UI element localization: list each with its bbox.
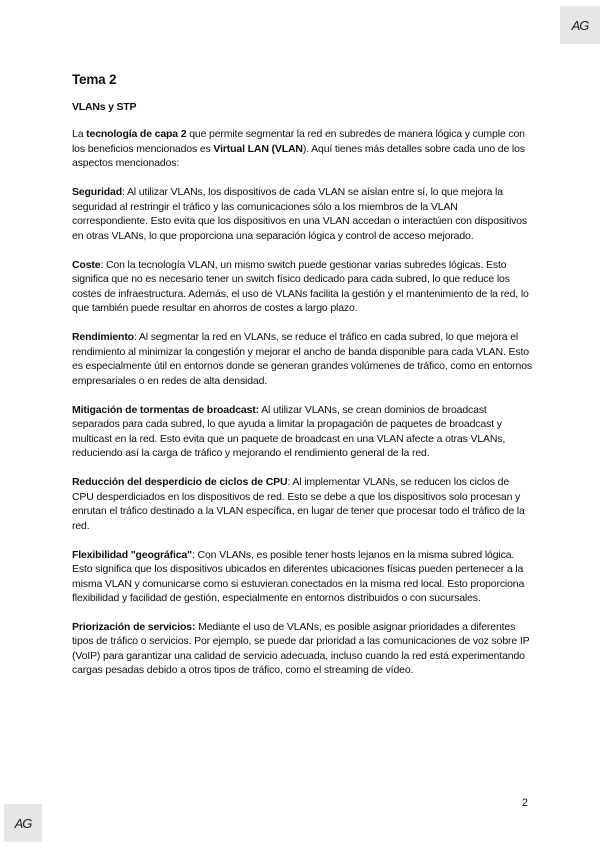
logo-text: AG (14, 815, 32, 831)
section-heading: Priorización de servicios: (72, 620, 196, 633)
section-text: : Con la tecnología VLAN, un mismo switch puede gestionar varias subredes lógicas. Esto significa que no es necesario tener un switch físico dedicado para cada subred, lo que reduce los costes de infraestructura. Además, el uso de VLANs facilita la gestión y el mantenimiento de la red, lo que también puede resultar en ahorros de costes a largo plazo. (72, 258, 529, 314)
section-broadcast (72, 403, 532, 461)
section-priority (72, 620, 532, 678)
section-heading: Rendimiento (72, 331, 134, 343)
intro-paragraph (72, 127, 532, 171)
section-heading: Coste (72, 258, 101, 271)
intro-bold: tecnología de capa 2 (86, 128, 187, 140)
intro-text: que permite segmentar la red en subredes de manera lógica y cumple con los beneficios mencionados es (72, 128, 525, 155)
page-number: 2 (521, 797, 528, 809)
section-performance (72, 330, 532, 388)
section-heading: Flexibilidad "geográfica" (72, 548, 192, 561)
ag-logo (4, 804, 42, 842)
section-heading: Reducción del desperdicio de ciclos de CPU (72, 476, 288, 488)
document-page (72, 72, 532, 692)
intro-bold: Virtual LAN (VLAN (213, 142, 303, 155)
section-text: : Al utilizar VLANs, los dispositivos de cada VLAN se aíslan entre sí, lo que mejora la seguridad al restringir el tráfico y las comunicaciones sólo a los miembros de la VLAN correspondiente. Esto evita que los dispositivos en una VLAN accedan o interactúen con dispositivos en otras VLANs, lo que proporciona una separación lógica y control de acceso mejorado. (72, 186, 528, 242)
intro-text: La (72, 128, 87, 140)
section-heading: Mitigación de tormentas de broadcast: (72, 403, 259, 416)
section-text: : Al implementar VLANs, se reducen los ciclos de CPU desperdiciados en los dispositivos de red. Esto se debe a que los dispositivos solo procesan y enrutan el tráfico destinado a la VLAN específica, en lugar de tener que procesar todo el tráfico de la red. (72, 476, 525, 532)
intro-text: ). Aquí tienes más detalles sobre cada uno de los aspectos mencionados: (72, 142, 525, 169)
section-text: : Con VLANs, es posible tener hosts lejanos en la misma subred lógica. Esto significa que los dispositivos ubicados en diferentes ubicaciones físicas pueden pertenecer a la misma VLAN y comunicarse como si estuvieran conectados en la misma red local. Esto proporciona flexibilidad y facilidad de gestión, especialmente en entornos distribuidos o con sucursales. (72, 548, 525, 604)
section-text: Al utilizar VLANs, se crean dominios de broadcast separados para cada subred, lo que ayuda a limitar la propagación de paquetes de broadcast y multicast en la red. Esto evita que un paquete de broadcast en una VLAN afecte a otras VLANs, reduciendo así la carga de tráfico y mejorando el rendimiento general de la red. (72, 403, 506, 459)
section-text: Mediante el uso de VLANs, es posible asignar prioridades a diferentes tipos de tráfico o servicios. Por ejemplo, se puede dar prioridad a las comunicaciones de voz sobre IP (VoIP) para garantizar una calidad de servicio adecuada, incluso cuando la red está experimentando cargas pesadas debido a otros tipos de tráfico, como el streaming de vídeo. (72, 620, 530, 676)
ag-logo (560, 6, 600, 44)
page-title: Tema 2 (72, 72, 117, 87)
section-cpu (72, 475, 532, 533)
section-cost (72, 258, 532, 316)
section-flexibility (72, 548, 532, 606)
section-security (72, 185, 532, 243)
logo-text: AG (571, 17, 589, 33)
page-subtitle: VLANs y STP (72, 101, 137, 113)
section-text: : Al segmentar la red en VLANs, se reduce el tráfico en cada subred, lo que mejora el rendimiento al minimizar la congestión y mejorar el ancho de banda disponible para cada VLAN. Esto es especialmente útil en entornos donde se generan grandes volúmenes de tráfico, como en entornos empresariales o en redes de alta densidad. (72, 331, 533, 387)
section-heading: Seguridad (72, 186, 122, 198)
